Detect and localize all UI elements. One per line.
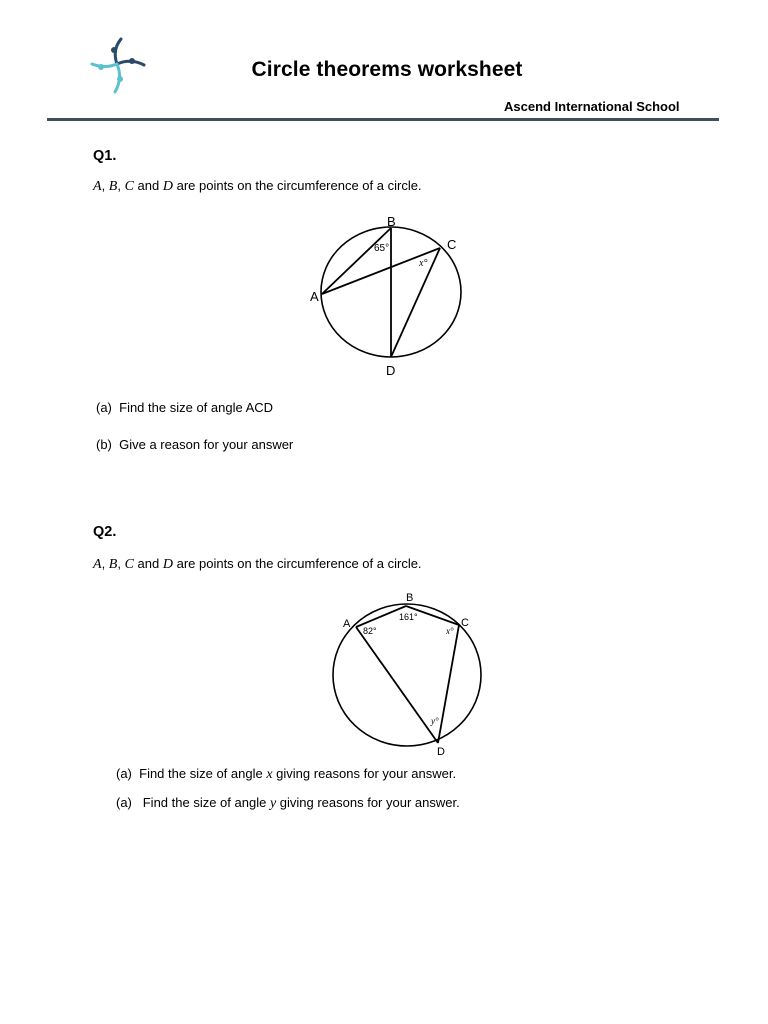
q1-point-c: C [124, 179, 134, 194]
q2-separator: , [117, 556, 125, 571]
school-name: Ascend International School [504, 99, 680, 114]
q2-point-c: C [124, 557, 134, 572]
q2-part-b-var: y [269, 796, 277, 811]
q2-part-b [116, 795, 460, 812]
q2-angle-a: 82° [363, 626, 377, 636]
q2-part-b-pre: Find the size of angle [142, 795, 270, 810]
q2-point-d: D [162, 557, 173, 572]
q2-chord-ad [356, 627, 438, 743]
q2-point-a: A [93, 557, 102, 572]
q2-part-b-label: (a) [116, 795, 132, 810]
q1-statement [93, 178, 422, 195]
q2-part-a-post: giving reasons for your answer. [272, 766, 457, 781]
q2-circle-diagram [328, 585, 488, 760]
q2-part-a [116, 766, 456, 783]
q1-part-a [96, 400, 273, 415]
q2-part-a-var: x [266, 767, 273, 782]
q1-circle-diagram [300, 208, 480, 384]
q2-part-b-post: giving reasons for your answer. [276, 795, 460, 810]
q2-statement [93, 556, 422, 573]
q1-point-a: A [93, 179, 102, 194]
q1-part-b-label: (b) [96, 437, 112, 452]
q2-and-text: and [133, 556, 163, 571]
q2-label-b: B [406, 592, 414, 604]
q2-point-b: B [108, 557, 118, 572]
q1-angle-b: 65° [374, 243, 390, 254]
q1-part-a-label: (a) [96, 400, 112, 415]
q1-part-b [96, 437, 293, 452]
q2-heading: Q2. [93, 524, 117, 540]
q1-statement-text: are points on the circumference of a circle. [172, 178, 422, 193]
q2-chord-cd [438, 625, 459, 743]
worksheet-title: Circle theorems worksheet [251, 58, 523, 81]
q1-angle-x: x° [419, 258, 428, 269]
q1-separator: , [117, 178, 125, 193]
q2-angle-y: y° [431, 716, 439, 726]
q1-label-c: C [447, 237, 457, 252]
q2-separator: , [101, 556, 109, 571]
q1-label-d: D [386, 363, 396, 378]
q2-part-a-pre: Find the size of angle [139, 766, 267, 781]
q1-separator: , [101, 178, 109, 193]
header-divider [47, 118, 719, 121]
q1-point-b: B [108, 179, 118, 194]
q2-label-a: A [343, 618, 351, 630]
q1-and-text: and [133, 178, 163, 193]
q2-part-a-label: (a) [116, 766, 132, 781]
q1-label-a: A [310, 289, 319, 304]
q2-label-d: D [437, 746, 445, 758]
q2-label-c: C [461, 617, 469, 629]
q1-chord-ab [322, 228, 391, 294]
q2-angle-x: x° [446, 626, 454, 636]
q1-part-a-text: Find the size of angle ACD [119, 400, 274, 415]
q2-angle-b: 161° [399, 612, 418, 622]
q2-statement-text: are points on the circumference of a circle. [172, 556, 422, 571]
q1-point-d: D [162, 179, 173, 194]
q1-part-b-text: Give a reason for your answer [119, 437, 294, 452]
q1-label-b: B [387, 214, 396, 229]
q1-heading: Q1. [93, 148, 117, 164]
